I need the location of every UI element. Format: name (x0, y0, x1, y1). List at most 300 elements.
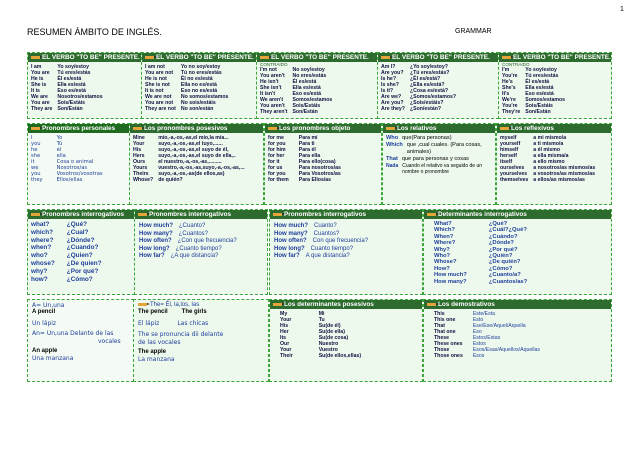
card-tobe-affirmative (27, 52, 143, 119)
pencil-icon (138, 303, 147, 306)
line: La manzana (138, 356, 175, 364)
list-item: ¿Él es/está? (409, 76, 441, 82)
question-row (270, 238, 422, 246)
list-item: ¿Cual? (66, 228, 89, 236)
list-item: he (31, 147, 38, 153)
list-item: These (434, 335, 449, 341)
spanish-column (473, 311, 540, 359)
list-item: Su(de ellos,ellas) (318, 353, 362, 359)
spanish-column (489, 221, 527, 285)
question-row (135, 253, 267, 261)
list-item: ¿Por qué? (66, 267, 99, 275)
english-column (133, 135, 153, 183)
spanish-column (525, 67, 565, 115)
list-item: a ti mismo/a (533, 141, 564, 147)
list-item: how? (31, 275, 48, 283)
list-item: Her (280, 329, 289, 335)
list-item: Ella es/está (525, 85, 554, 91)
line: The se pronuncia dii delante (138, 331, 224, 339)
list-item: Are they? (381, 106, 405, 112)
list-item: I am not (145, 64, 165, 70)
list-item: Is she? (381, 82, 399, 88)
list-item: vuestro,-a,-os,-as,suyo,-a,-os,-as,... (158, 165, 245, 171)
list-item: How? (434, 265, 450, 272)
list-item: That (434, 323, 445, 329)
question-es: ¿Cuanto tiempo? (175, 245, 222, 252)
list-item: for you (268, 141, 286, 147)
list-item: Nosotros/as (56, 165, 88, 171)
question-row (270, 223, 422, 231)
question-es: ¿A que distancia? (170, 253, 219, 260)
tobe-table (257, 67, 377, 117)
list-item: Ella es/está (57, 82, 86, 88)
list-item: Para ella (298, 153, 321, 159)
question-en: How often? (139, 238, 172, 245)
english-column (434, 311, 463, 359)
pencil-icon (427, 213, 436, 216)
relative-which-meaning: que ,cual cuales. (Para cosas, animales) (406, 142, 482, 155)
line: The apple (138, 349, 167, 356)
list-item: yourself (500, 141, 521, 147)
list-item: Para Vosotros/as (298, 171, 341, 177)
list-item: Sois/Estáis (525, 103, 553, 109)
list-item: a él mismo (533, 147, 561, 153)
card-interrogative-pronouns-2 (134, 209, 268, 295)
list-item: Your (280, 347, 292, 353)
spanish-column (67, 221, 102, 283)
pencil-icon (427, 303, 436, 306)
list-item: you (31, 171, 41, 177)
list-item: Which? (434, 227, 455, 234)
english-column (434, 221, 467, 285)
list-item: Para ti (298, 141, 315, 147)
pencil-icon (31, 213, 40, 216)
list-item: You are not (145, 100, 174, 106)
list-item: for you (268, 171, 286, 177)
card-article-the (133, 299, 269, 382)
list-item: ¿Cómo? (488, 265, 513, 272)
list-item: yourselves (500, 171, 528, 177)
list-item: suyo,-a,-os,-as(de ellos,as) (158, 171, 225, 177)
list-item: You aren't (260, 103, 285, 109)
line: An apple (32, 348, 58, 355)
english-column (31, 221, 55, 283)
english-column (381, 64, 405, 112)
list-item: Ella es/está (292, 85, 321, 91)
list-item: Somos/estamos (525, 97, 566, 103)
spanish-column (319, 311, 361, 359)
spanish-column (533, 135, 595, 183)
card-interrogative-pronouns-3 (269, 209, 423, 295)
list-item: No somos/estamos (180, 94, 229, 100)
english-column (280, 311, 293, 359)
card-title: Pronombres interrogativos (135, 210, 267, 219)
list-item: Who? (434, 253, 451, 260)
spanish-column (57, 135, 103, 183)
card-subtitle: CONTRAIDO (260, 62, 288, 67)
list-item: Su(de ella) (318, 329, 345, 335)
question-es: A que distancia? (305, 253, 350, 260)
question-es: Cuanto tiempo? (310, 245, 354, 252)
list-item: ¿Qué? (488, 221, 508, 227)
question-row (135, 223, 267, 231)
list-item: Whose? (434, 259, 457, 266)
question-en: How long? (274, 245, 305, 252)
list-item: ¿Son/están? (409, 106, 442, 112)
list-item: Are you? (381, 100, 404, 106)
english-column (145, 64, 176, 112)
card-title: Los relativos (383, 124, 495, 133)
list-item: Vosotros/vosotras (56, 171, 103, 177)
card-reflexive-pronouns (496, 123, 612, 205)
relative-who-meaning: que(Para personas) (402, 135, 452, 141)
card-demonstratives (423, 299, 612, 382)
list-item: ¿Por qué? (488, 246, 518, 253)
list-item: Él no es/está (180, 76, 213, 82)
list-item: Your (280, 317, 292, 323)
card-title: Pronombres personales (28, 124, 129, 133)
relative-nada-meaning: Cuando el relativo va seguido de un nombre o pronombre (402, 163, 483, 175)
list-item: mío,-a,-os,-as,el mío,la mía... (158, 135, 229, 141)
list-item: Él es/está (57, 76, 82, 82)
pencil-icon (273, 213, 282, 216)
list-item: Son/Están (57, 106, 83, 112)
article-the-lines (134, 300, 268, 366)
list-item: themselves (500, 177, 529, 183)
english-column (260, 67, 287, 115)
section-label: GRAMMAR (455, 28, 492, 35)
list-item: What? (434, 221, 452, 227)
list-item: Are you? (381, 70, 404, 76)
english-column (31, 135, 43, 183)
list-item: Ours (133, 159, 146, 165)
list-item: ¿Cuál?¿Qué? (488, 227, 527, 234)
list-item: ¿Quien? (66, 252, 93, 260)
question-row (270, 246, 422, 254)
list-item: Is he? (381, 76, 396, 82)
line: Una manzana (32, 355, 74, 363)
card-title: EL VERBO "TO BE" PRESENTE. (378, 53, 498, 62)
card-object-pronouns (264, 123, 382, 205)
list-item: it (31, 159, 35, 165)
list-item: ourselves (500, 165, 525, 171)
list-item: We're (502, 97, 516, 103)
list-item: Eso no es/está (180, 88, 218, 94)
list-item: who? (31, 252, 48, 260)
relatives-list (383, 133, 495, 176)
line: A= Un,una (32, 302, 65, 309)
tobe-table (142, 62, 256, 114)
list-item: Yo no soy/estoy (180, 64, 221, 70)
list-item: She is not (145, 82, 170, 88)
list-item: Para nosotros/as (298, 165, 341, 171)
list-item: You are not (145, 70, 174, 76)
list-item: you (31, 141, 41, 147)
card-title: Los demostrativos (424, 300, 611, 309)
line: de las vocales (138, 338, 181, 346)
card-personal-pronouns (27, 123, 130, 205)
list-item: You are (31, 70, 50, 76)
list-item: Estos (472, 341, 486, 347)
pencil-icon (381, 56, 390, 59)
list-item: How many? (434, 278, 467, 285)
list-item: a ellos/as mismos/as (533, 177, 585, 183)
list-item: whose? (31, 259, 55, 267)
spanish-column (181, 64, 229, 112)
line: An= Un,una Delante de las (32, 330, 114, 338)
list-item: a ella misma/a (533, 153, 569, 159)
card-title: Los determinantes posesivos (270, 300, 422, 309)
page-title: RESUMEN ÁMBITO DE INGLÉS. (27, 27, 162, 37)
tobe-table (499, 67, 611, 117)
pronoun-table (28, 133, 129, 185)
line: The pencil The girls (138, 309, 207, 316)
list-item: He is not (145, 76, 167, 82)
question-es: Cuantos? (313, 230, 340, 237)
list-item: Eso es/está (292, 91, 322, 97)
spanish-column (410, 64, 456, 112)
question-row (135, 231, 267, 239)
list-item: It is (31, 88, 40, 94)
pencil-icon (31, 127, 40, 130)
pencil-icon (500, 127, 509, 130)
spanish-column (292, 67, 332, 115)
list-item: Yours (133, 165, 148, 171)
list-item: He isn't (260, 79, 279, 85)
list-item: ¿Cuanto/a? (488, 272, 521, 279)
list-item: ¿Cosa es/está? (409, 88, 448, 94)
list-item: suyo,-a,-os,-as,el tuyo,...... (158, 141, 223, 147)
list-item: Yo (56, 135, 63, 141)
question-es: Cuanto? (314, 223, 337, 229)
question-row (135, 246, 267, 254)
list-item: Cosa o animal (56, 159, 94, 165)
question-en: How much? (274, 223, 308, 229)
pronoun-table (497, 133, 611, 185)
list-item: Sois/Estáis (57, 100, 86, 106)
pencil-icon (502, 56, 511, 59)
line: Un lápiz (32, 319, 57, 327)
list-item: suyo,-a,-os,-as,el suyo de ella,.. (158, 153, 236, 159)
pencil-icon (145, 56, 154, 59)
card-title: Determinantes interrogativos (424, 210, 611, 219)
relative-that-meaning: que para personas y cosas (401, 156, 469, 162)
list-item: Tú eres/estás (57, 70, 91, 76)
pencil-icon (31, 56, 40, 59)
list-item: We are not (145, 94, 172, 100)
list-item: Esos/Esas/Aquellos/Aquellas (472, 347, 541, 353)
list-item: You're (502, 73, 518, 79)
list-item: I (31, 135, 33, 141)
question-es: Con que frecuencia? (312, 238, 369, 245)
list-item: Its (280, 335, 287, 341)
card-article-a (27, 299, 134, 382)
card-title: EL VERBO "TO BE" PRESENTE. (28, 53, 142, 62)
list-item: Para ello(cosa) (298, 159, 336, 165)
list-item: ¿Somos/estamos? (409, 94, 457, 100)
list-item: Am I? (381, 64, 396, 70)
card-title: Los pronombres objeto (265, 124, 381, 133)
list-item: which? (31, 228, 54, 236)
list-item: She isn't (260, 85, 282, 91)
list-item: ¿Ella es/está? (409, 82, 445, 88)
question-es: ¿Cuantos? (178, 230, 209, 237)
list-item: We aren't (260, 97, 284, 103)
list-item: Tú no eres/estás (180, 70, 222, 76)
list-item: ¿Cómo? (66, 275, 93, 283)
list-item: Para mí (298, 135, 318, 141)
question-en: How far? (139, 253, 165, 260)
pencil-icon (273, 303, 282, 306)
pencil-icon (268, 127, 277, 130)
list-item: Eso es/está (525, 91, 554, 97)
list-item: Eso (472, 329, 482, 335)
list-item: Tú (56, 141, 63, 147)
english-column (500, 135, 528, 183)
english-column (31, 64, 52, 112)
list-item: You aren't (260, 73, 285, 79)
list-item: Ellos/ellas (56, 177, 83, 183)
tobe-table (28, 62, 142, 114)
list-item: Estos/Estas (472, 335, 501, 341)
list-item: Mine (133, 135, 145, 141)
question-row (270, 231, 422, 239)
list-item: Tú eres/estás (525, 73, 559, 79)
list-item: It is not (145, 88, 164, 94)
list-item: ¿Sois/estáis? (409, 100, 444, 106)
list-item: Son/Están (525, 109, 551, 115)
english-column (268, 135, 289, 183)
list-item: Este/Esta (472, 311, 496, 317)
list-item: Son/Están (292, 109, 318, 115)
list-item: Su(de cosa) (318, 335, 349, 341)
list-item: Hers (133, 153, 145, 159)
list-item: I'm not (260, 67, 277, 73)
list-item: we (31, 165, 39, 171)
list-item: she (31, 153, 41, 159)
relative-nada: Nada (386, 163, 399, 169)
pencil-icon (260, 56, 269, 59)
pencil-icon (138, 213, 147, 216)
pencil-icon (386, 127, 395, 130)
list-item: for it (268, 159, 280, 165)
list-item: él (56, 147, 62, 153)
list-item: They are (31, 106, 53, 112)
list-item: No soy/estoy (292, 67, 325, 73)
list-item: This one (434, 317, 456, 323)
line: A pencil (32, 309, 56, 316)
list-item: It's (502, 91, 510, 97)
question-es: ¿Con que frecuencia? (177, 238, 237, 245)
list-item: for us (268, 165, 283, 171)
list-item: She's (502, 85, 516, 91)
question-row (270, 253, 422, 261)
determiner-table (424, 309, 611, 361)
list-item: ¿De quién? (488, 259, 521, 266)
list-item: His (280, 323, 289, 329)
list-item: for her (268, 153, 285, 159)
list-item: ¿Cuando? (66, 244, 99, 252)
list-item: a nosotros/as mismos/as (533, 165, 596, 171)
list-item: Why? (434, 246, 450, 253)
list-item: You're (502, 103, 518, 109)
card-tobe-negative (141, 52, 257, 119)
list-item: Ella no es/está (180, 82, 217, 88)
list-item: ¿Yo soy/estoy? (409, 64, 448, 70)
list-item: Vuestro (318, 347, 338, 353)
question-pairs (135, 219, 267, 261)
tobe-table (378, 62, 498, 114)
list-item: Tu (318, 317, 325, 323)
question-row (135, 238, 267, 246)
list-item: They are not (145, 106, 176, 112)
list-item: Those ones (434, 353, 463, 359)
list-item: itself (500, 159, 513, 165)
list-item: suyo,-a,-os,-as,el suyo de él, (158, 147, 229, 153)
card-subtitle: CONTRAIDO (502, 62, 530, 67)
question-en: How much? (139, 223, 173, 229)
list-item: You are (31, 100, 50, 106)
list-item: ¿Quién? (488, 253, 513, 260)
list-item: Our (280, 341, 290, 347)
list-item: His (133, 147, 142, 153)
list-item: herself (500, 153, 518, 159)
list-item: No sois/estáis (180, 100, 216, 106)
list-item: a mi mismo/a (533, 135, 567, 141)
relative-that: That (386, 156, 398, 162)
list-item: himself (500, 147, 519, 153)
list-item: they (31, 177, 43, 183)
list-item: Whose? (133, 177, 154, 183)
list-item: He's (502, 79, 513, 85)
list-item: Yo soy/estoy (57, 64, 89, 70)
line: El lápiz Las chicas (138, 319, 209, 327)
list-item: for them (268, 177, 289, 183)
list-item: ¿Cuantos/as? (488, 278, 528, 285)
list-item: We are (31, 94, 48, 100)
question-table (28, 219, 134, 285)
card-title: EL VERBO "TO BE" PRESENTE. (257, 53, 377, 62)
list-item: Nuestro (318, 341, 339, 347)
list-item: This (434, 311, 445, 317)
list-item: ¿Qué? (66, 221, 88, 228)
list-item: ¿Dónde? (488, 240, 514, 247)
list-item: Nosotros/estamos (57, 94, 103, 100)
card-title: EL VERBO "TO BE" PRESENTE. (499, 53, 611, 62)
list-item: Sois/Estáis (292, 103, 321, 109)
card-relative-pronouns (382, 123, 496, 205)
spanish-column (299, 135, 341, 183)
spanish-column (57, 64, 102, 112)
line: The= Él, la,los, las (138, 302, 264, 309)
list-item: where? (31, 236, 54, 244)
list-item: Mi (318, 311, 325, 317)
question-en: How far? (274, 253, 300, 260)
list-item: Are we? (381, 94, 402, 100)
card-title: Los reflexivos (497, 124, 611, 133)
list-item: ¿De quien? (66, 259, 102, 267)
list-item: ¿Tú eres/estás? (409, 70, 450, 76)
list-item: el nuestro,-a,-os,-as,......... (158, 159, 222, 165)
card-interrogative-pronouns-1 (27, 209, 135, 295)
list-item: a ello mismo (533, 159, 565, 165)
card-interrogative-determiners (423, 209, 612, 295)
list-item: why? (31, 267, 48, 275)
relative-who: Who (386, 135, 399, 141)
list-item: de quién? (158, 177, 183, 183)
card-title: EL VERBO "TO BE" PRESENTE. (142, 53, 256, 62)
list-item: Esto (472, 317, 484, 323)
